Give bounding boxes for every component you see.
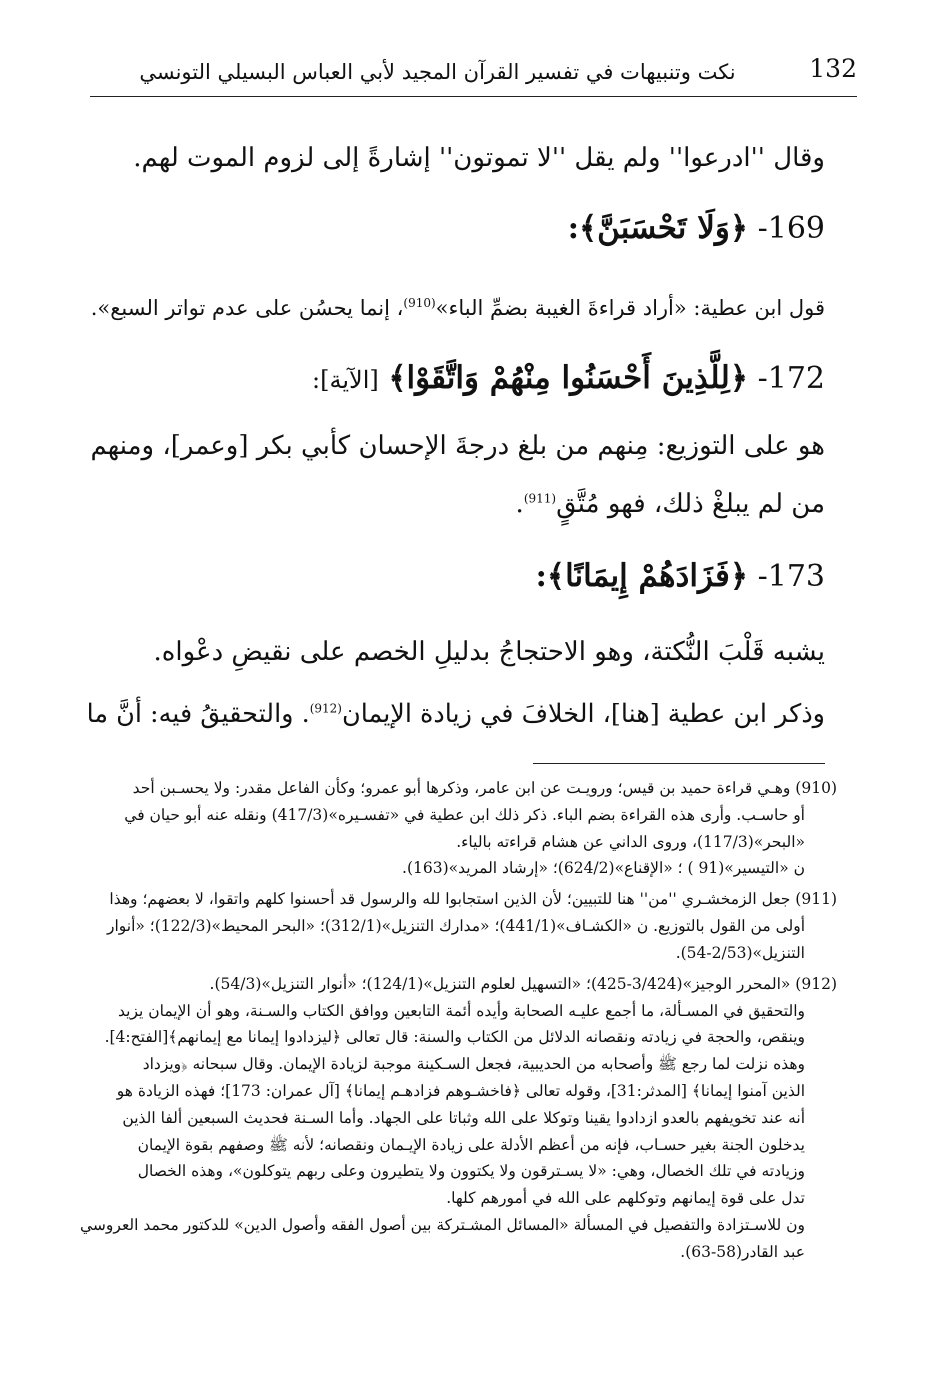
verse-number: 173- [757,559,825,594]
footnote-line: وهذه نزلت لما رجع ﷺ وأصحابه من الحديبية، فجعل السـكينة موجبة لزيادة الإيمان. وقال سبحانه ﴿ويزداد [142,1055,805,1074]
paragraph-2 [91,296,825,320]
page-header [90,46,857,97]
footnote-line: يدخلون الجنة بغير حسـاب، فإنه من أعظم الأدلة على زيادة الإيـمان ونقصانه؛ لأنه ﷺ وصفهم بقوة الإيمان [137,1135,805,1154]
footnote-line: ن «التيسير»(91 ) ؛ «الإقناع»(624/2)؛ «إرشاد المريد»(163). [402,859,805,878]
paragraph-text-tail: . والتحقيقُ فيه: أنَّ ما [86,699,310,729]
paragraph-text: وذكر ابن عطية [هنا]، الخلافَ في زيادة الإيمان [341,699,825,729]
paragraph-5 [87,700,825,729]
footnote-ref-911[interactable]: (911) [523,491,557,506]
running-title: نكت وتنبيهات في تفسير القرآن المجيد لأبي العباس البسيلي التونسي [139,60,736,84]
footnote-line: الذين آمنوا إيمانا﴾ [المدثر:31]، وقوله تعالى ﴿فاخشـوهم فزادهـم إيمانا﴾ [آل عمران: 173]؛ فهذه الزيادة هو [116,1081,805,1100]
footnote-ref-912[interactable]: (912) [309,701,342,716]
footnote-line: أو حاسـب. وأرى هذه القراءة بضم الباء. ذكر ذلك ابن عطية في «تفسـيره»(417/3) ونقله عنه أبو حيان في [124,805,805,824]
quran-text: ﴿لِلَّذِينَ أَحْسَنُوا مِنْهُمْ وَاتَّقَوْا﴾ [388,360,749,396]
verse-number: 172- [757,361,825,396]
verse-suffix: [الآية]: [312,366,379,394]
paragraph-3-line-2 [516,490,825,520]
footnote-line: وينقص، والحجة في زيادته ونقصانه الدلائل من الكتاب والسنة: قال تعالى ﴿ليزدادوا إيمانا مع إيمانهم﴾[الفتح:4]. [104,1028,805,1047]
footnote-line: عبد القادر(58-63). [680,1242,805,1261]
footnote-line: (910) وهـي قراءة حميد بن قيس؛ ورويـت عن ابن عامر، وذكرها أبو عمرو؛ وكأن الفاعل مقدر: ولا يحسـبن أحد [132,779,837,797]
verse-number: 169- [757,211,825,246]
footnote-line: (911) جعل الزمخشـري ''من'' هنا للتبيين؛ لأن الذين استجابوا لله والرسول قد أحسنوا كلهم واتقوا، لا بعضهم؛ وهذا [109,890,837,909]
footnote-line: أولى من القول بالتوزيع. ن «الكشـاف»(441/1)؛ «مدارك التنزيل»(312/1)؛ «البحر المحيط»(122/3)؛ «أنوار [106,917,805,936]
footnote-910 [78,775,837,882]
footnote-line: أنه عند تخويفهم بالعدو ازدادوا يقينا وتوكلا على الله وثباتا على الجهاد. وأما السـنة فحديث السبعين ألفا الذين [122,1108,805,1127]
footnote-line: وزيادته في تلك الخصال، وهي: «لا يسـترقون ولا يكتوون ولا يتطيرون وعلى ربهم يتوكلون»، وهذه الخصال [137,1162,805,1181]
footnote-line: (912) «المحرر الوجيز»(3/424-425)؛ «التسهيل لعلوم التنزيل»(124/1)؛ «أنوار التنزيل»(54/3). [209,974,837,993]
footnote-line: «البحر»(117/3)، وروى الداني عن هشام قراءته بالياء. [456,832,805,851]
verse-172-heading [312,360,825,396]
footnote-line: التنزيل»(2/53-54). [675,943,805,962]
paragraph-4: يشبه قَلْبَ النُّكتة، وهو الاحتجاجُ بدليلِ الخصم على نقيضِ دعْواه. [153,637,825,667]
paragraph-1: وقال ''ادرعوا'' ولم يقل ''لا تموتون'' إشارةً إلى لزوم الموت لهم. [133,143,825,173]
footnote-divider [533,763,825,764]
footnotes [78,775,837,1270]
footnote-912 [78,971,837,1266]
paragraph-text-tail: ، إنما يحسُن على عدم تواتر السبع». [90,296,404,320]
paragraph-text: قول ابن عطية: «أراد قراءةَ الغيبة بضمِّ الباء» [435,296,825,320]
page-number: 132 [809,54,857,83]
footnote-ref-910[interactable]: (910) [403,296,436,310]
paragraph-3-line-1: هو على التوزيع: مِنهم من بلغ درجةَ الإحسان كأبي بكر [وعمر]، ومنهم [90,431,825,461]
verse-169-heading [568,210,825,246]
footnote-line: ون للاسـتزادة والتفصيل في المسألة «المسائل المشـتركة بين أصول الفقه وأصول الدين» للدكتور محمد العروسي [80,1216,805,1234]
quran-text: ﴿فَزَادَهُمْ إِيمَانًا﴾: [535,558,749,594]
footnote-911 [78,886,837,966]
paragraph-text-tail: . [515,489,524,519]
paragraph-text: من لم يبلغْ ذلك، فهو مُتَّقٍ [556,489,825,519]
footnote-line: والتحقيق في المسـألة، ما أجمع عليـه الصحابة وأيده أئمة التابعين ووافق الكتاب والسـنة، وهو أن الإيمان يزيد [118,1001,805,1020]
footnote-line: تدل على قوة إيمانهم وتوكلهم على الله في أمورهم كلها. [446,1189,805,1208]
quran-text: ﴿وَلَا تَحْسَبَنَّ﴾: [567,210,749,246]
verse-173-heading [535,558,825,594]
